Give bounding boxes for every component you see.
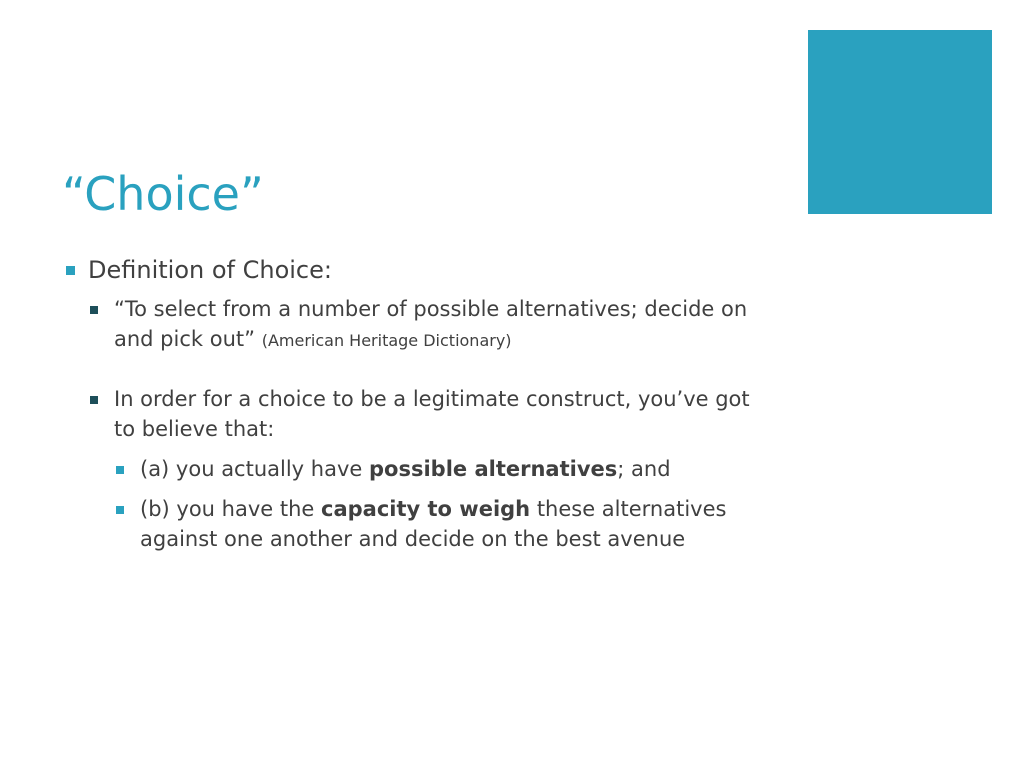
bullet-text-after: these alternatives against one another and decide on the best avenue (140, 497, 727, 551)
bullet-text-after: ; and (617, 457, 671, 481)
bullet-text: “To select from a number of possible alternatives; decide on and pick out” (114, 297, 748, 351)
bullet-alternatives (114, 454, 764, 484)
citation: (American Heritage Dictionary) (261, 331, 512, 350)
square-bullet-icon (116, 506, 124, 514)
square-bullet-icon (66, 266, 75, 275)
square-bullet-icon (90, 306, 98, 314)
slide-title: “Choice” (62, 167, 264, 221)
bullet-dictionary-definition (88, 294, 764, 356)
bullet-text: Definition of Choice: (88, 256, 332, 284)
bullet-text-before: (b) you have the (140, 497, 315, 521)
bold-phrase: capacity to weigh (321, 497, 531, 521)
bullet-definition (64, 252, 764, 288)
slide-content (64, 252, 764, 554)
bullet-capacity (114, 494, 764, 554)
square-bullet-icon (90, 396, 98, 404)
square-bullet-icon (116, 466, 124, 474)
bold-phrase: possible alternatives (369, 457, 618, 481)
bullet-legitimate-construct (88, 384, 764, 444)
bullet-text-before: (a) you actually have (140, 457, 363, 481)
accent-block (808, 30, 992, 214)
bullet-text: In order for a choice to be a legitimate construct, you’ve got to believe that: (114, 387, 750, 441)
